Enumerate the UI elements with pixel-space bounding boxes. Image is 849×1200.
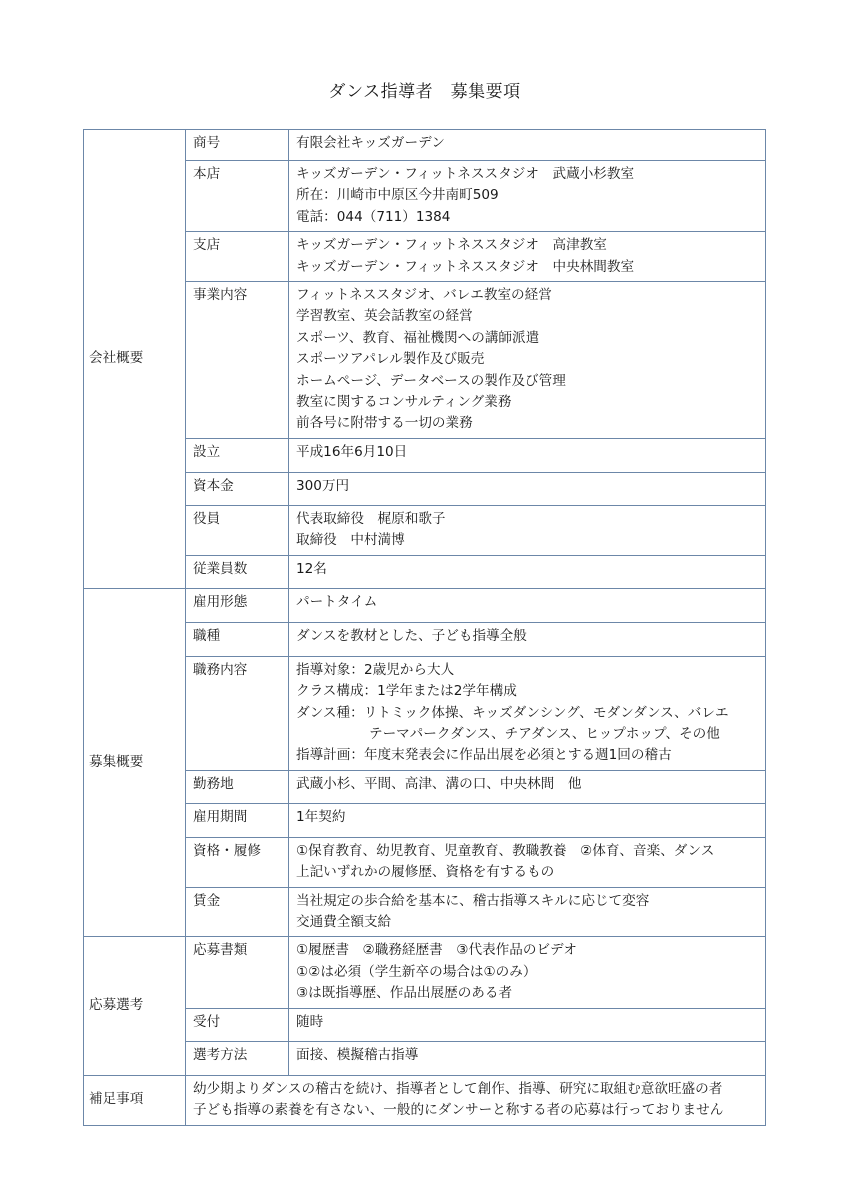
value-line: 300万円 <box>296 477 350 494</box>
value-line: 教室に関するコンサルティング業務 <box>296 394 512 411</box>
value-line: 有限会社キッズガーデン <box>296 135 445 151</box>
table-row <box>84 232 766 282</box>
section-company: 会社概要 <box>84 130 186 589</box>
section-notes: 補足事項 <box>84 1075 186 1125</box>
value-line: 子ども指導の素養を有さない、一般的にダンサーと称する者の応募は行っておりません <box>193 1101 724 1118</box>
table-row <box>84 472 766 505</box>
value-line: 平成16年6月10日 <box>296 443 408 460</box>
section-selection: 応募選考 <box>84 937 186 1075</box>
table-row <box>84 438 766 472</box>
row-label: 雇用期間 <box>186 803 289 837</box>
row-label: 選考方法 <box>186 1041 289 1075</box>
value-line: 上記いずれかの履修歴、資格を有するもの <box>296 864 555 881</box>
table-row <box>84 1008 766 1041</box>
table-row <box>84 161 766 232</box>
value-line: 交通費全額支給 <box>296 913 392 930</box>
row-value <box>289 622 766 656</box>
value-line: 1年契約 <box>296 808 346 825</box>
row-label: 設立 <box>186 438 289 472</box>
row-value <box>289 232 766 282</box>
value-line: 所在：川崎市中原区今井南町509 <box>296 187 499 204</box>
row-value <box>289 555 766 588</box>
value-line: 指導計画：年度末発表会に作品出展を必須とする週1回の稽古 <box>296 747 672 764</box>
row-label: 役員 <box>186 505 289 555</box>
table-row <box>84 622 766 656</box>
value-line: 幼少期よりダンスの稽古を続け、指導者として創作、指導、研究に取組む意欲旺盛の者 <box>193 1080 723 1097</box>
value-line: ③は既指導歴、作品出展歴のある者 <box>296 985 513 1002</box>
row-value <box>289 161 766 232</box>
value-line: 前各号に附帯する一切の業務 <box>296 415 473 432</box>
value-line: フィットネススタジオ、バレエ教室の経営 <box>296 287 552 304</box>
table-row <box>84 770 766 803</box>
table-row <box>84 505 766 555</box>
row-label: 従業員数 <box>186 555 289 588</box>
value-line: ①履歴書 ②職務経歴書 ③代表作品のビデオ <box>296 942 577 959</box>
value-line: キッズガーデン・フィットネススタジオ 武蔵小杉教室 <box>296 166 635 182</box>
row-label: 勤務地 <box>186 770 289 803</box>
row-label: 支店 <box>186 232 289 282</box>
table-row <box>84 555 766 588</box>
row-label: 商号 <box>186 130 289 161</box>
row-value <box>289 282 766 439</box>
value-line: ①保育教育、幼児教育、児童教育、教職教養 ②体育、音楽、ダンス <box>296 842 715 859</box>
row-label: 雇用形態 <box>186 588 289 622</box>
row-value <box>289 837 766 887</box>
value-line: 学習教室、英会話教室の経営 <box>296 308 473 325</box>
value-line: ①②は必須（学生新卒の場合は①のみ） <box>296 963 537 980</box>
value-line: ダンスを教材とした、子ども指導全般 <box>296 627 527 644</box>
row-label: 賃金 <box>186 887 289 937</box>
value-line: スポーツアパレル製作及び販売 <box>296 351 485 368</box>
value-line: ダンス種：リトミック体操、キッズダンシング、モダンダンス、バレエ <box>296 704 729 721</box>
table-row <box>84 130 766 161</box>
row-value <box>289 438 766 472</box>
value-line: 指導対象：2歳児から大人 <box>296 661 455 678</box>
page-title: ダンス指導者 募集要項 <box>328 82 521 102</box>
value-line: ホームページ、データベースの製作及び管理 <box>296 372 566 389</box>
row-value <box>289 887 766 937</box>
row-value <box>289 656 766 770</box>
row-label: 資本金 <box>186 472 289 505</box>
row-value <box>289 472 766 505</box>
row-value <box>289 1008 766 1041</box>
value-line: 電話：044（711）1384 <box>296 208 451 225</box>
value-line: スポーツ、教育、福祉機関への講師派遣 <box>296 329 540 346</box>
table-row <box>84 1041 766 1075</box>
row-value <box>289 803 766 837</box>
value-line: パートタイム <box>296 593 378 610</box>
table-row <box>84 937 766 1008</box>
value-line: クラス構成：1学年または2学年構成 <box>296 683 517 700</box>
value-line: 武蔵小杉、平間、高津、溝の口、中央林間 他 <box>296 775 582 792</box>
section-recruitment: 募集概要 <box>84 588 186 937</box>
row-label: 応募書類 <box>186 937 289 1008</box>
row-value <box>289 588 766 622</box>
table-row <box>84 803 766 837</box>
value-line: 取締役 中村満博 <box>296 532 405 549</box>
row-label: 事業内容 <box>186 282 289 439</box>
value-line: キッズガーデン・フィットネススタジオ 高津教室 <box>296 237 607 254</box>
row-value <box>289 130 766 161</box>
row-label: 資格・履修 <box>186 837 289 887</box>
value-line: 随時 <box>296 1013 324 1030</box>
value-line: キッズガーデン・フィットネススタジオ 中央林間教室 <box>296 258 635 275</box>
value-line: テーマパークダンス、チアダンス、ヒップホップ、その他 <box>369 725 720 742</box>
row-value <box>289 1041 766 1075</box>
table-row <box>84 588 766 622</box>
value-line: 面接、模擬稽古指導 <box>296 1046 419 1063</box>
value-line: 12名 <box>296 560 327 577</box>
row-label: 職務内容 <box>186 656 289 770</box>
row-label: 職種 <box>186 622 289 656</box>
table-row <box>84 837 766 887</box>
table-row <box>84 1075 766 1125</box>
recruitment-table <box>83 129 766 1126</box>
row-label: 受付 <box>186 1008 289 1041</box>
notes-value <box>186 1075 766 1125</box>
row-label: 本店 <box>186 161 289 232</box>
row-value <box>289 505 766 555</box>
value-line: 当社規定の歩合給を基本に、稽古指導スキルに応じて変容 <box>296 892 650 909</box>
row-value <box>289 937 766 1008</box>
table-row <box>84 887 766 937</box>
value-line: 代表取締役 梶原和歌子 <box>296 510 446 527</box>
row-value <box>289 770 766 803</box>
table-row <box>84 282 766 439</box>
table-row <box>84 656 766 770</box>
